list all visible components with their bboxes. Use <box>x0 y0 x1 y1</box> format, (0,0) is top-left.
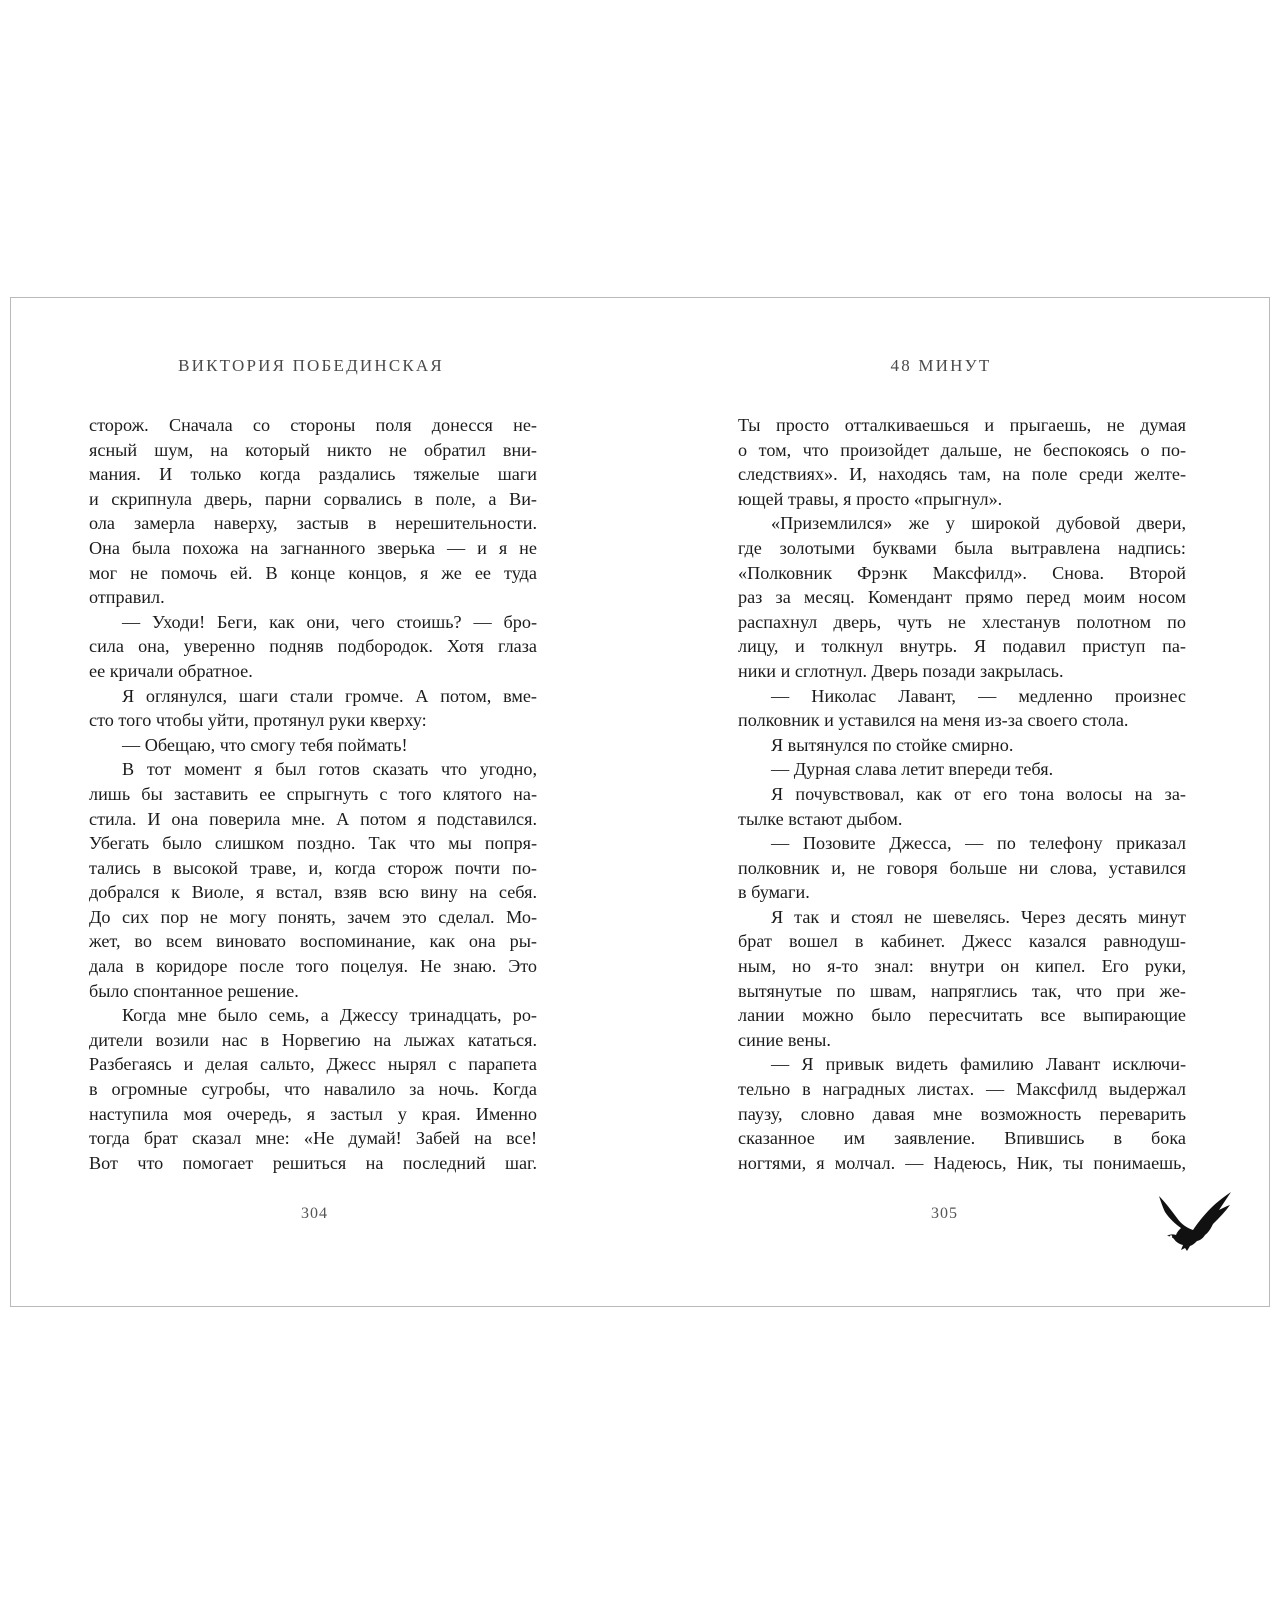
text-line: где золотыми буквами была вытравлена надпись: <box>738 537 1186 558</box>
running-head-title: 48 МИНУТ <box>890 356 992 375</box>
text-line: сто того чтобы уйти, протянул руки кверху: <box>89 710 427 731</box>
page-number-left: 304 <box>301 1205 328 1222</box>
left-page-text <box>89 413 537 1175</box>
text-line: было спонтанное решение. <box>89 980 299 1001</box>
text-line: Убегать было слишком поздно. Так что мы попря- <box>89 833 537 854</box>
text-line: — Позовите Джесса, — по телефону приказал <box>771 833 1186 854</box>
text-line: Когда мне было семь, а Джессу тринадцать, ро- <box>122 1005 537 1026</box>
text-line: раз за месяц. Комендант прямо перед моим носом <box>738 587 1186 608</box>
text-line: дала в коридоре после того поцелуя. Не знаю. Это <box>89 956 537 977</box>
text-line: Разбегаясь и делая сальто, Джесс нырял с парапета <box>89 1054 537 1075</box>
book-spread <box>10 297 1270 1307</box>
text-line: — Николас Лавант, — медленно произнес <box>771 685 1186 706</box>
text-line: ясный шум, на который никто не обратил вни- <box>89 439 537 460</box>
text-line: жет, во всем виновато воспоминание, как она ры- <box>89 931 537 952</box>
text-line: отправил. <box>89 587 165 608</box>
text-line: ногтями, я молчал. — Надеюсь, Ник, ты понимаешь, <box>738 1152 1186 1173</box>
page-number-right: 305 <box>931 1205 958 1222</box>
text-line: следствиях». И, находясь там, на поле среди желте- <box>738 464 1186 485</box>
text-line: тогда брат сказал мне: «Не думай! Забей на все! <box>89 1128 537 1149</box>
text-line: о том, что произойдет дальше, не беспокоясь о по- <box>738 439 1186 460</box>
running-head-author: ВИКТОРИЯ ПОБЕДИНСКАЯ <box>178 356 444 375</box>
text-line: — Обещаю, что смогу тебя поймать! <box>122 734 408 755</box>
text-line: вытянутые по швам, напряглись так, что при же- <box>738 980 1186 1001</box>
text-line: синие вены. <box>738 1029 831 1050</box>
text-line: лишь бы заставить ее спрыгнуть с того клятого на- <box>89 783 537 804</box>
text-line: тылке встают дыбом. <box>738 808 903 829</box>
text-line: полковник и уставился на меня из-за своего стола. <box>738 710 1129 731</box>
text-line: ющей травы, я просто «прыгнул». <box>738 488 1003 509</box>
text-line: — Я привык видеть фамилию Лавант исключи- <box>771 1054 1186 1075</box>
text-line: распахнул дверь, чуть не хлестанув полотном по <box>738 611 1186 632</box>
text-line: лании можно было пересчитать все выпирающие <box>738 1005 1186 1026</box>
text-line: — Дурная слава летит впереди тебя. <box>771 759 1054 780</box>
raven-icon <box>1157 1188 1233 1254</box>
right-page <box>641 298 1271 1306</box>
text-line: в бумаги. <box>738 882 810 903</box>
text-line: брат вошел в кабинет. Джесс казался равнодуш- <box>738 931 1186 952</box>
text-line: В тот момент я был готов сказать что угодно, <box>122 759 537 780</box>
text-line: стила. И она поверила мне. А потом я подставился. <box>89 808 537 829</box>
text-line: сторож. Сначала со стороны поля донесся не- <box>89 415 537 435</box>
text-line: Вот что помогает решиться на последний шаг. <box>89 1152 537 1173</box>
text-line: Я почувствовал, как от его тона волосы на за- <box>771 783 1186 804</box>
text-line: мания. И только когда раздались тяжелые шаги <box>89 464 537 485</box>
text-line: ным, но я-то знал: внутри он кипел. Его руки, <box>738 956 1186 977</box>
text-line: тались в высокой траве, и, когда сторож почти по- <box>89 857 537 878</box>
text-line: сила она, уверенно подняв подбородок. Хотя глаза <box>89 636 537 657</box>
text-line: Она была похожа на загнанного зверька — и я не <box>89 537 537 558</box>
text-line: До сих пор не могу понять, зачем это сделал. Мо- <box>89 906 537 927</box>
right-page-text <box>738 413 1186 1175</box>
text-line: «Полковник Фрэнк Максфилд». Снова. Второй <box>738 562 1186 583</box>
text-line: «Приземлился» же у широкой дубовой двери, <box>771 513 1186 534</box>
text-line: ее кричали обратное. <box>89 660 253 681</box>
text-line: сказанное им заявление. Впившись в бока <box>738 1128 1186 1149</box>
text-line: дители возили нас в Норвегию на лыжах кататься. <box>89 1029 537 1050</box>
text-line: Я так и стоял не шевелясь. Через десять минут <box>771 906 1186 927</box>
text-line: полковник и, не говоря больше ни слова, уставился <box>738 857 1186 878</box>
text-line: Я оглянулся, шаги стали громче. А потом, вме- <box>122 685 537 706</box>
text-line: в огромные сугробы, что навалило за ночь. Когда <box>89 1079 537 1100</box>
left-page <box>11 298 641 1306</box>
text-line: и скрипнула дверь, парни сорвались в поле, а Ви- <box>89 488 537 509</box>
text-line: — Уходи! Беги, как они, чего стоишь? — бро- <box>122 611 537 632</box>
text-line: ола замерла наверху, застыв в нерешительности. <box>89 513 537 534</box>
text-line: паузу, словно давая мне возможность переварить <box>738 1103 1186 1124</box>
text-line: Я вытянулся по стойке смирно. <box>771 734 1014 755</box>
text-line: лицу, и толкнул внутрь. Я подавил приступ па- <box>738 636 1186 657</box>
text-line: мог не помочь ей. В конце концов, я же ее туда <box>89 562 537 583</box>
text-line: ники и сглотнул. Дверь позади закрылась. <box>738 660 1064 681</box>
text-line: тельно в наградных листах. — Максфилд выдержал <box>738 1079 1186 1100</box>
text-line: добрался к Виоле, я встал, взяв всю вину на себя. <box>89 882 537 903</box>
text-line: Ты просто отталкиваешься и прыгаешь, не думая <box>738 415 1186 435</box>
text-line: наступила моя очередь, я застыл у края. Именно <box>89 1103 537 1124</box>
